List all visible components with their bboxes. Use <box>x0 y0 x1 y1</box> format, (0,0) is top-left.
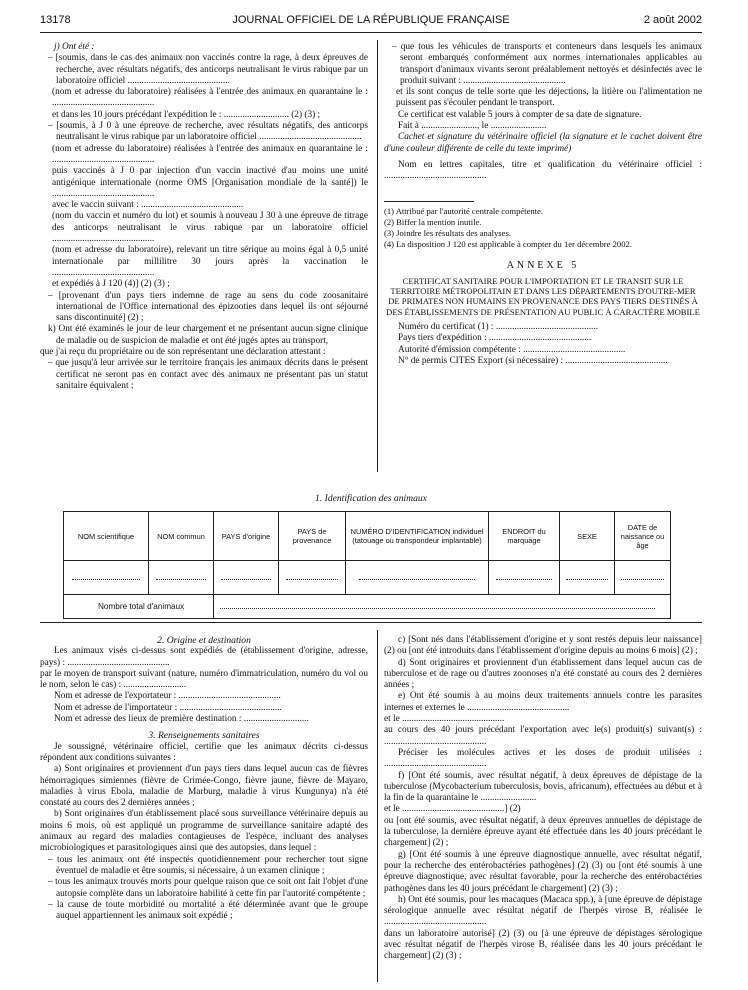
paragraph: – [soumis, dans le cas des animaux non vaccinés contre la rage, à deux épreuves de recherche, avec résultats négatifs, des anticorps neutralisant le virus rabique par un laboratoire officiel ............................................ <box>48 53 368 86</box>
footnote: (4) La disposition J 120 est applicable à compter du 1er décembre 2002. <box>384 238 632 249</box>
paragraph: – que tous les véhicules de transports et conteneurs dans lesquels les animaux seront embarqués conformément aux normes internationales applicables au transport d'animaux vivants seront préalablement nettoyés et désinfectés avec le produit suivant : ............................................ <box>392 42 702 86</box>
paragraph: Fait à ........................, le ........................ <box>398 121 547 132</box>
paragraph: puis vaccinés à J 0 par injection d'un vaccin inactivé d'au moins une unité antigénique internationale (norme OMS [Organisation mondiale de la santé]) le ............................................ <box>52 166 368 199</box>
table-cell <box>560 561 615 595</box>
paragraph: d) Sont originaires et proviennent d'un établissement dans lequel aucun cas de tuberculose et de rage ou d'autres zoonoses n'a été constaté au cours des 2 dernières années ; <box>384 657 702 691</box>
header-cell: NOM commun <box>149 512 214 561</box>
table-cell <box>214 561 279 595</box>
journal-title: JOURNAL OFFICIEL DE LA RÉPUBLIQUE FRANÇAISE <box>232 14 510 26</box>
page-number: 13178 <box>40 14 71 26</box>
paragraph: et dans les 10 jours précédant l'expédition le : ............................ (2) (3) ; <box>52 109 321 120</box>
section-rule <box>40 622 702 623</box>
field-shipping-country: Pays tiers d'expédition : ............................................ <box>398 333 592 344</box>
table-cell <box>149 561 214 595</box>
column-divider-top <box>377 40 378 472</box>
table-cell <box>279 561 346 595</box>
table-cell <box>615 561 671 595</box>
table-cell <box>64 561 149 595</box>
table-cell <box>489 561 560 595</box>
paragraph: ou [ont été soumis, avec résultat négatif, à deux épreuves annuelles de dépistage de la tuberculose, la dernière épreuve ayant été effectuée dans les 40 jours précédant le chargement] (2) ; <box>384 815 702 849</box>
header-cell: PAYS de provenance <box>279 512 346 561</box>
paragraph: (nom et adresse du laboratoire) réalisées à l'entrée des animaux en quarantaine le : ............................................ <box>52 143 368 165</box>
paragraph: au cours des 40 jours précédant l'exportation avec le(s) produit(s) suivant(s) : ............................................ <box>384 725 702 747</box>
annex-heading: ANNEXE 5 <box>506 259 580 271</box>
paragraph: – tous les animaux ont été inspectés quotidiennement pour rechercher tout signe éventuel de maladie et être soumis, si nécessaire, à un examen clinique ; <box>48 854 368 876</box>
field-issuing-authority: Autorité d'émission compétente : ............................................ <box>398 344 626 355</box>
left-column-top <box>40 42 368 392</box>
paragraph: – [provenant d'un pays tiers indemne de rage au sens du code zoosanitaire international de l'Office international des épizooties dans lequel ils ont séjourné sans discontinuité] (2) ; <box>48 290 368 324</box>
footnote: (2) Biffer la mention inutile. <box>384 216 482 227</box>
footnote-rule <box>384 201 474 202</box>
right-column-bottom <box>384 635 702 963</box>
paragraph: (nom du vaccin et numéro du lot) et soumis à nouveau J 30 à une épreuve de titrage des anticorps neutralisant le virus rabique par un laboratoire officiel ............................................ <box>52 211 368 245</box>
paragraph: – [soumis, à J 0 à une épreuve de recherche, avec résultats négatifs, des anticorps neutralisant le virus rabique par un laboratoire officiel ............................................ <box>48 121 368 143</box>
footnote: (3) Joindre les résultats des analyses. <box>384 227 511 238</box>
paragraph: e) Ont été soumis à au moins deux traitements annuels contre les parasites internes et externes le ............................................ <box>384 691 702 713</box>
header-cell: PAYS d'origine <box>214 512 279 561</box>
header-rule <box>40 32 702 33</box>
paragraph: dans un laboratoire autorisé] (2) (3) ou [à une épreuve de dépistages sérologique avec résultat négatif de l'herpès virose B, réalisée dans les 40 jours précédant le chargement] (2) (3) ; <box>384 928 702 962</box>
paragraph: Je soussigné, vétérinaire officiel, certifie que les animaux décrits ci-dessus répondent aux conditions suivantes : <box>40 741 368 763</box>
table-total-row <box>64 595 671 619</box>
paragraph: Préciser les molécules actives et les doses de produit utilisées : ............................................ <box>384 747 702 770</box>
paragraph: h) Ont été soumis, pour les macaques (Macaca spp.), à [une épreuve de dépistage sérologique annuelle avec résultat négatif de l'herpès virose B, réalisée le ............................................ <box>384 894 702 928</box>
paragraph: et ils sont conçus de telle sorte que les déjections, la litière ou l'alimentation ne puissent pas s'écouler pendant le transport. <box>396 87 702 109</box>
page-header <box>40 14 702 30</box>
table-caption: 1. Identification des animaux <box>315 493 427 504</box>
animals-identification-table <box>63 511 671 619</box>
paragraph: j) Ont été : <box>54 42 95 52</box>
paragraph: g) [Ont été soumis à une épreuve diagnostique annuelle, avec résultat négatif, pour la recherche des entérobactéries pathogènes] (2) (3) ou [ont été soumis à une épreuve diagnostique, avec résultat favorable, pour la recherche des entérobactéries pathogènes dans les 40 jours précédant le chargement] (2) (3) ; <box>384 849 702 894</box>
paragraph: (nom et adresse du laboratoire), relevant un titre sérique au moins égal à 0,5 unité internationale par millilitre 30 jours après la vaccination le ............................................ <box>52 245 368 278</box>
footnote: (1) Attribué par l'autorité centrale compétente. <box>384 205 544 216</box>
paragraph: c) [Sont nés dans l'établissement d'origine et y sont restés depuis leur naissance] (2) ou [ont été introduits dans l'établissement d'origine depuis au moins 6 mois] (2) ; <box>384 635 702 657</box>
paragraph: que j'ai reçu du propriétaire ou de son représentant une déclaration attestant : <box>40 347 326 358</box>
section-heading-origin: 2. Origine et destination <box>157 635 251 646</box>
paragraph: Les animaux visés ci-dessus sont expédiés de (établissement d'origine, adresse, pays) : ............................................ <box>40 646 368 668</box>
paragraph: – tous les animaux trouvés morts pour quelque raison que ce soit ont fait l'objet d'une autopsie complète dans un laboratoire habilité à cette fin par l'autorité compétente ; <box>48 877 368 899</box>
paragraph: a) Sont originaires et proviennent d'un pays tiers dans lequel aucun cas de fièvres hémorragiques simiennes (fièvre de Crimée-Congo, fièvre jaune, fièvre de Mayaro, maladies à virus Ebola, maladie de Marburg, maladie à virus Kungunya) n'a été constaté au cours des 2 dernières années ; <box>40 764 368 809</box>
paragraph: b) Sont originaires d'un établissement placé sous surveillance vétérinaire depuis au moins 6 mois, où est appliqué un programme de surveillance sanitaire adapté des animaux au regard des maladies contagieuses de l'espèce, incluant des analyses microbiologiques et parasitologiques ainsi que des autopsies, dans lequel : <box>40 809 368 854</box>
left-column-bottom <box>40 635 368 922</box>
paragraph: et le ............................................ <box>384 714 505 725</box>
header-cell: NUMÉRO D'IDENTIFICATION individuel (tatouage ou transpondeur implantable) <box>346 512 489 561</box>
paragraph: – la cause de toute morbidité ou mortalité a été déterminée avant que le groupe auquel appartiennent les animaux soit expédié ; <box>48 899 368 922</box>
table-cell <box>346 561 489 595</box>
paragraph: (nom et adresse du laboratoire) réalisées à l'entrée des animaux en quarantaine le : ............................................ <box>52 87 368 109</box>
paragraph: Nom et adresse de l'importateur : ............................................ <box>54 702 282 713</box>
paragraph: et le ............................................] (2) <box>384 804 521 815</box>
paragraph: – que jusqu'à leur arrivée sur le territoire français les animaux décrits dans le présent certificat ne seront pas en contact avec des animaux ne présentant pas un statut sanitaire équivalent ; <box>48 358 368 391</box>
total-animals-value <box>214 595 671 619</box>
header-cell: NOM scientifique <box>64 512 149 561</box>
paragraph: Cachet et signature du vétérinaire officiel (la signature et le cachet doivent être d'une couleur différente de celle du texte imprimé) <box>384 132 702 154</box>
table-row <box>64 561 671 595</box>
header-cell: ENDROIT du marquage <box>489 512 560 561</box>
issue-date: 2 août 2002 <box>643 14 702 26</box>
paragraph: Nom en lettres capitales, titre et qualification du vétérinaire officiel : ............................................ <box>384 159 702 182</box>
paragraph: k) Ont été examinés le jour de leur chargement et ne présentant aucun signe clinique de maladie ou de suspicion de maladie et ont été jugés aptes au transport, <box>48 324 368 346</box>
field-cites-permit: N° de permis CITES Export (si nécessaire) : ............................................ <box>398 355 668 366</box>
paragraph: par le moyen de transport suivant (nature, numéro d'immatriculation, numéro du vol ou le nom, selon le cas) : ........................... <box>40 668 368 691</box>
table-header-row <box>64 512 671 561</box>
certificate-title: CERTIFICAT SANITAIRE POUR L'IMPORTATION ET LE TRANSIT SUR LE TERRITOIRE MÉTROPOLITAIN ET DANS LES DÉPARTEMENTS D'OUTRE-MER DE PRIMATES NON HUMAINS EN PROVENANCE DES PAYS TIERS DESTINÉS À DES ÉTABLISSEMENTS DE PRÉSENTATION AU PUBLIC À CARACTÈRE MOBILE <box>386 275 700 317</box>
paragraph: Ce certificat est valable 5 jours à compter de sa date de signature. <box>398 109 642 120</box>
header-cell: SEXE <box>560 512 615 561</box>
column-divider-bottom <box>377 630 378 982</box>
total-animals-label: Nombre total d'animaux <box>64 595 214 619</box>
field-certificate-number: Numéro du certificat (1) : ............................................ <box>398 322 599 333</box>
paragraph: avec le vaccin suivant : ............................................ <box>52 200 244 211</box>
section-heading-health: 3. Renseignements sanitaires <box>148 730 260 742</box>
right-column-top <box>384 42 702 367</box>
header-cell: DATE de naissance ou âge <box>615 512 671 561</box>
paragraph: Nom et adresse de l'exportateur : ............................................ <box>54 691 281 702</box>
footnotes <box>384 206 702 250</box>
paragraph: f) [Ont été soumis, avec résultat négatif, à deux épreuves de dépistage de la tuberculose (Mycobacterium tuberculosis, bovis, africanum), effectuées au début et à la fin de la quarantaine le ........................ <box>384 770 702 804</box>
paragraph: et expédiés à J 120 (4)] (2) (3) ; <box>52 279 170 290</box>
paragraph: Nom et adresse des lieux de première destination : ............................ <box>54 714 309 725</box>
